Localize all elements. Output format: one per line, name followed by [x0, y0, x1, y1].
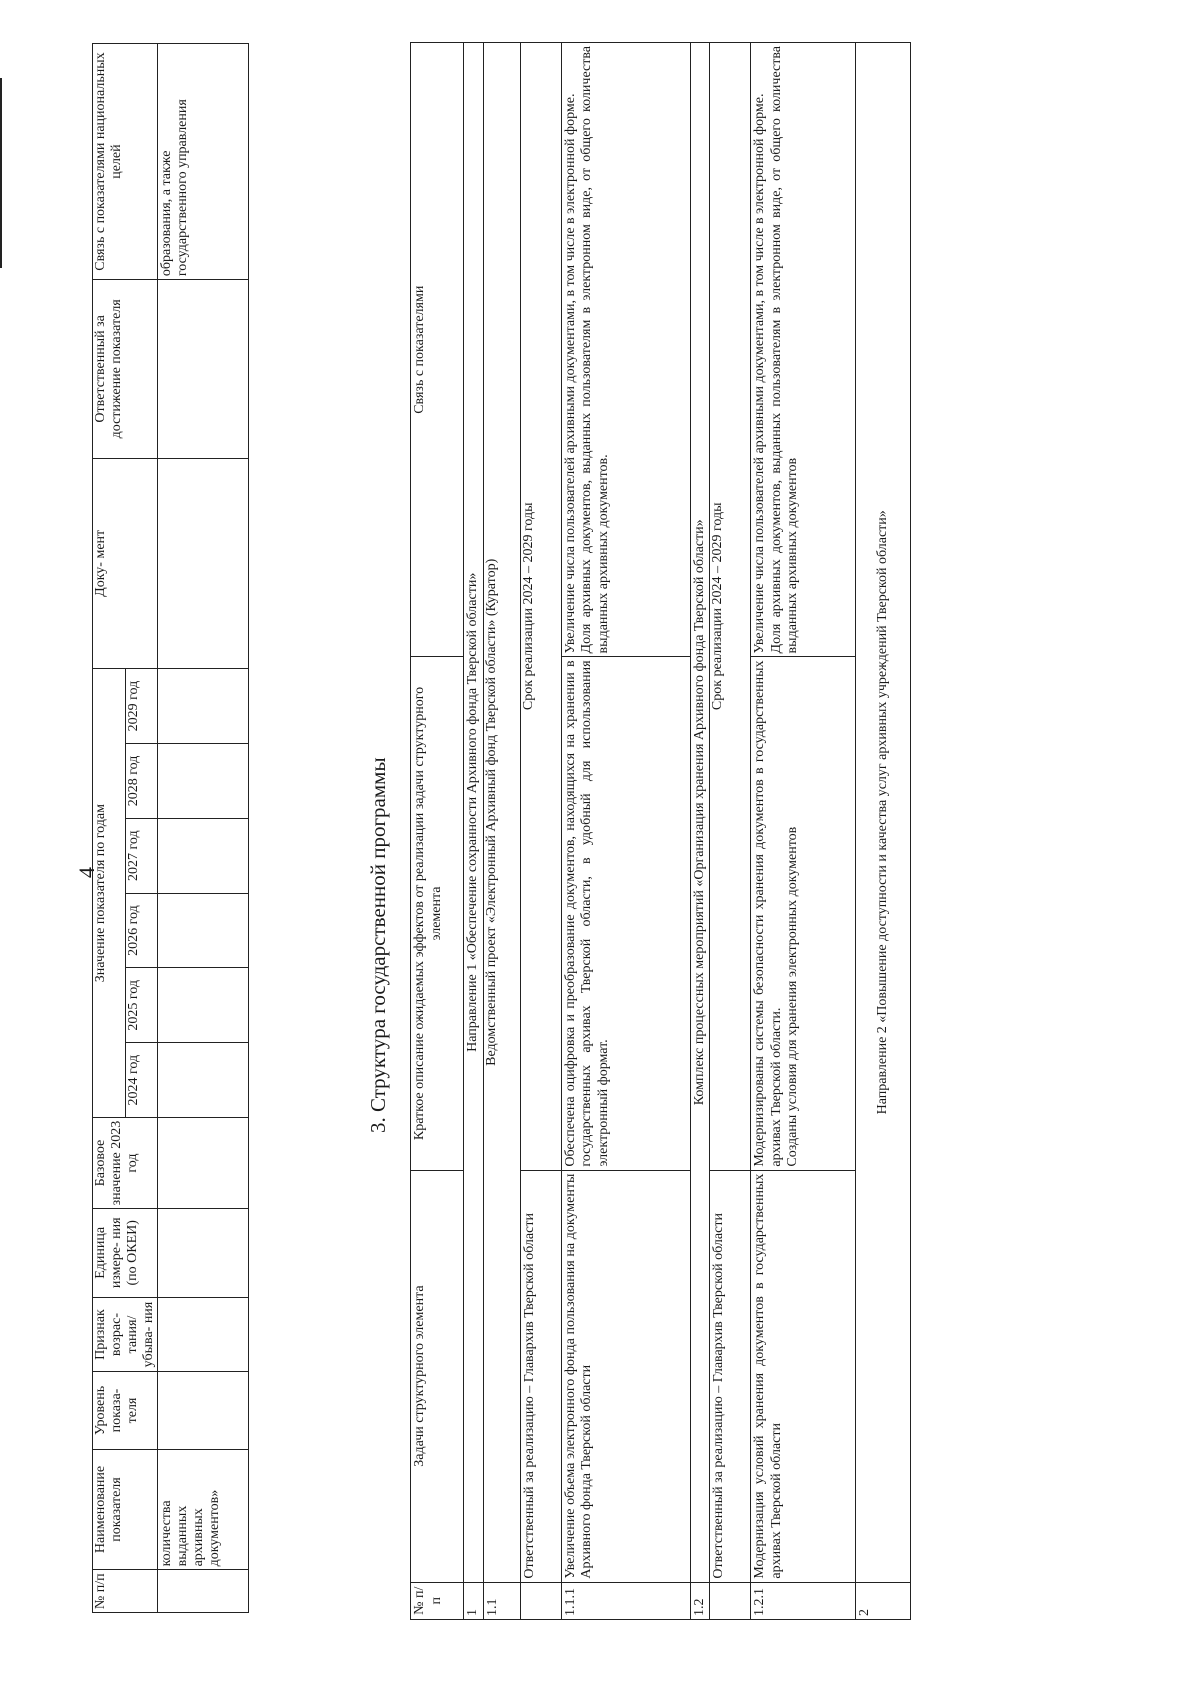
responsible: Ответственный за реализацию – Главархив Тверской области	[520, 1170, 561, 1582]
task-text: Увеличение объема электронного фонда пользования на документы Архивного фонда Тверской области	[561, 1170, 690, 1582]
effect-text: Обеспечена оцифровка и преобразование документов, находящихся на хранении в государственных архивах Тверской области, в удобный для использования электронный формат.	[561, 657, 690, 1170]
cell-year	[158, 968, 249, 1043]
header-num: № п/п	[411, 1582, 464, 1619]
header-values-by-year: Значение показателя по годам	[93, 669, 126, 1118]
header-year: 2026 год	[125, 893, 158, 968]
cell-year	[158, 669, 249, 744]
header-indicator-name: Наименование показателя	[93, 1449, 158, 1570]
cell-document	[158, 458, 249, 669]
cell-year	[158, 744, 249, 819]
header-responsible: Ответственный за достижение показателя	[93, 280, 158, 458]
direction-1: Направление 1 «Обеспечение сохранности Архивного фонда Тверской области»	[464, 43, 484, 1583]
cell-num: 2	[856, 1582, 911, 1619]
header-num: № п/п	[93, 1570, 158, 1613]
responsible: Ответственный за реализацию – Главархив Тверской области	[710, 1170, 751, 1582]
header-indicators-link: Связь с показателями	[411, 43, 464, 657]
header-document: Доку- мент	[93, 458, 158, 669]
table-row	[751, 43, 856, 1620]
cell-num	[158, 1570, 249, 1613]
table-row	[520, 43, 561, 1620]
program-structure-table	[410, 42, 911, 1620]
table-header-row	[411, 43, 464, 1620]
scan-edge-mark	[0, 78, 2, 268]
header-national-goals-link: Связь с показателями национальных целей	[93, 44, 158, 280]
indicator-link-2: Доля архивных документов, выданных пользователям в электронном виде, от общего количества выданных архивных документов	[768, 46, 800, 654]
cell-sign	[158, 1297, 249, 1372]
effect-2: Созданы условия для хранения электронных документов	[785, 826, 800, 1167]
header-base-value: Базовое значение 2023 год	[93, 1118, 158, 1209]
table-row	[710, 43, 751, 1620]
cell-num: 1.1	[483, 1582, 520, 1619]
cell-unit	[158, 1209, 249, 1298]
header-tasks: Задачи структурного элемента	[411, 1170, 464, 1582]
table-header-row	[93, 44, 126, 1613]
cell-num: 1	[464, 1582, 484, 1619]
implementation-term: Срок реализации 2024 – 2029 годы	[710, 43, 751, 1171]
header-year: 2024 год	[125, 1043, 158, 1118]
cell-num	[520, 1582, 561, 1619]
header-sign: Признак возрас- тания/ убыва- ния	[93, 1297, 158, 1372]
header-year: 2028 год	[125, 744, 158, 819]
cell-num: 1.2	[690, 1582, 710, 1619]
cell-national-goals-link: образования, а также государственного управления	[158, 44, 249, 280]
indicators-link-text	[751, 43, 856, 657]
table-row	[464, 43, 484, 1620]
task-text: Модернизация условий хранения документов в государственных архивах Тверской области	[751, 1170, 856, 1582]
table-row	[561, 43, 690, 1620]
cell-num: 1.2.1	[751, 1582, 856, 1619]
table-row	[483, 43, 520, 1620]
table-row	[690, 43, 710, 1620]
page-number: 4	[74, 867, 99, 878]
cell-level	[158, 1372, 249, 1449]
indicator-link-1: Увеличение числа пользователей архивными документами, в том числе в электронной форме.	[562, 93, 578, 654]
process-complex: Комплекс процессных мероприятий «Организация хранения Архивного фонда Тверской области»	[690, 43, 710, 1583]
cell-year	[158, 893, 249, 968]
header-year: 2027 год	[125, 818, 158, 893]
section-title: 3. Структура государственной программы	[366, 757, 390, 1133]
cell-responsible	[158, 280, 249, 458]
cell-indicator-name: количества выданных архивных документов»	[158, 1449, 249, 1570]
header-effects: Краткое описание ожидаемых эффектов от реализации задачи структурного элемента	[411, 657, 464, 1170]
cell-num: 1.1.1	[561, 1582, 690, 1619]
table-row	[856, 43, 911, 1620]
header-year: 2029 год	[125, 669, 158, 744]
cell-base	[158, 1118, 249, 1209]
table-row	[158, 44, 249, 1613]
header-unit: Единица измере- ния (по ОКЕИ)	[93, 1209, 158, 1298]
indicator-link-1: Увеличение числа пользователей архивными документами, в том числе в электронной форме.	[752, 93, 767, 654]
effect-text	[751, 657, 856, 1170]
effect-1: Модернизированы системы безопасности хранения документов в государственных архивах Тверской области.	[752, 660, 784, 1167]
cell-year	[158, 1043, 249, 1118]
indicators-link-text	[561, 43, 690, 657]
departmental-project: Ведомственный проект «Электронный Архивный фонд Тверской области» (Куратор)	[483, 43, 520, 1583]
implementation-term: Срок реализации 2024 – 2029 годы	[520, 43, 561, 1171]
cell-num	[710, 1582, 751, 1619]
indicators-table	[92, 43, 249, 1613]
direction-2: Направление 2 «Повышение доступности и качества услуг архивных учреждений Тверской области»	[856, 43, 911, 1583]
header-level: Уровень показа- теля	[93, 1372, 158, 1449]
indicator-link-2: Доля архивных документов, выданных пользователям в электронном виде, от общего количества выданных архивных документов.	[579, 46, 611, 654]
header-year: 2025 год	[125, 968, 158, 1043]
cell-year	[158, 818, 249, 893]
